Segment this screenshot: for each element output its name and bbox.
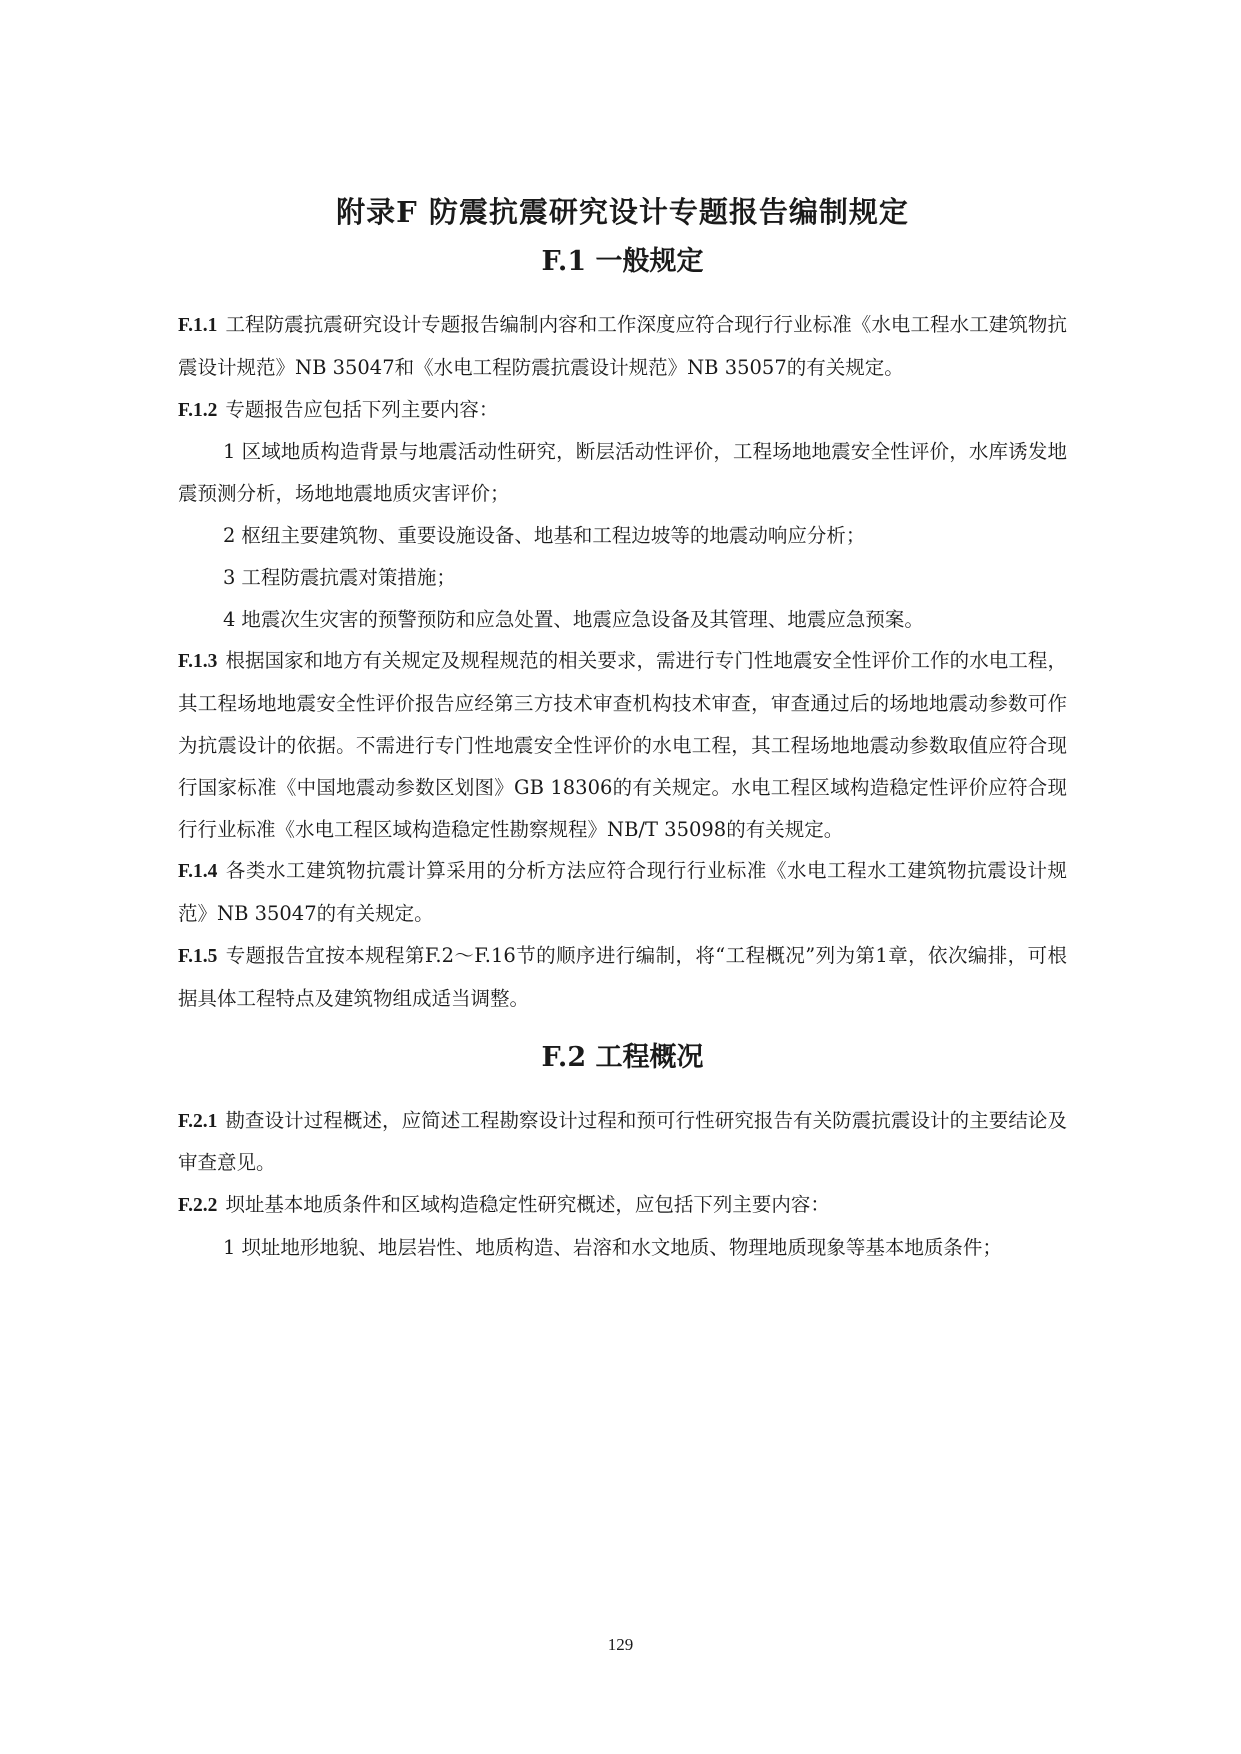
list-item-f-1-2-4 [178,599,1067,641]
clause-f-2-1 [178,1100,1067,1185]
clause-f-1-2 [178,389,1067,432]
item-text: 地震次生灾害的预警预防和应急处置、地震应急设备及其管理、地震应急预案。 [241,607,924,631]
clause-number: F.1.3 [178,651,218,673]
clause-f-1-1 [178,304,1067,389]
clause-number: F.2.1 [178,1110,218,1132]
clause-f-1-5 [178,935,1067,1020]
item-number: 4 [223,607,236,631]
list-item-f-1-2-2 [178,515,1067,557]
clause-number: F.1.1 [178,315,218,336]
section-title-f2: F.2 工程概况 [541,1041,704,1073]
clause-text: 专题报告宜按本规程第F.2～F.16节的顺序进行编制，将“工程概况”列为第1章，依次编排，可根据具体工程特点及建筑物组成适当调整。 [178,943,1067,1010]
item-number: 1 [223,440,236,464]
item-number: 3 [223,565,236,589]
page-content [178,192,1067,1269]
clause-text: 根据国家和地方有关规定及规程规范的相关要求，需进行专门性地震安全性评价工作的水电工程，其工程场地地震安全性评价报告应经第三方技术审查机构技术审查，审查通过后的场地地震动参数可作为抗震设计的依据。不需进行专门性地震安全性评价的水电工程，其工程场地地震动参数取值应符合现行国家标准《中国地震动参数区划图》GB 18306的有关规定。水电工程区域构造稳定性评价应符合现行行业标准《水电工程区域构造稳定性勘察规程》NB/T 35098的有关规定。 [178,649,1067,841]
clause-text: 勘查设计过程概述，应简述工程勘察设计过程和预可行性研究报告有关防震抗震设计的主要结论及审查意见。 [178,1108,1067,1175]
clause-number: F.1.2 [178,399,218,421]
clause-f-1-3 [178,640,1067,850]
item-text: 区域地质构造背景与地震活动性研究，断层活动性评价，工程场地地震安全性评价，水库诱发地震预测分析，场地地震地质灾害评价； [178,440,1067,506]
clause-number: F.1.5 [178,945,218,967]
item-number: 2 [223,523,236,547]
clause-text: 工程防震抗震研究设计专题报告编制内容和工作深度应符合现行行业标准《水电工程水工建筑物抗震设计规范》NB 35047和《水电工程防震抗震设计规范》NB 35057的有关规定。 [178,313,1067,379]
item-number: 1 [223,1235,236,1259]
clause-number: F.1.4 [178,861,218,883]
clause-f-2-2 [178,1184,1067,1227]
list-item-f-1-2-3 [178,557,1067,599]
clause-text: 坝址基本地质条件和区域构造稳定性研究概述，应包括下列主要内容： [225,1193,830,1217]
item-text: 工程防震抗震对策措施； [241,565,456,589]
section-title-f1: F.1 一般规定 [541,246,704,277]
clause-text: 各类水工建筑物抗震计算采用的分析方法应符合现行行业标准《水电工程水工建筑物抗震设计规范》NB 35047的有关规定。 [178,859,1067,926]
list-item-f-1-2-1 [178,431,1067,515]
page-number: 129 [607,1635,634,1654]
clause-f-1-4 [178,850,1067,935]
clause-text: 专题报告应包括下列主要内容： [225,397,499,421]
clause-number: F.2.2 [178,1195,218,1217]
appendix-title: 附录F 防震抗震研究设计专题报告编制规定 [336,195,909,229]
list-item-f-2-2-1 [178,1227,1067,1269]
item-text: 枢纽主要建筑物、重要设施设备、地基和工程边坡等的地震动响应分析； [241,523,866,547]
item-text: 坝址地形地貌、地层岩性、地质构造、岩溶和水文地质、物理地质现象等基本地质条件； [241,1235,1002,1259]
